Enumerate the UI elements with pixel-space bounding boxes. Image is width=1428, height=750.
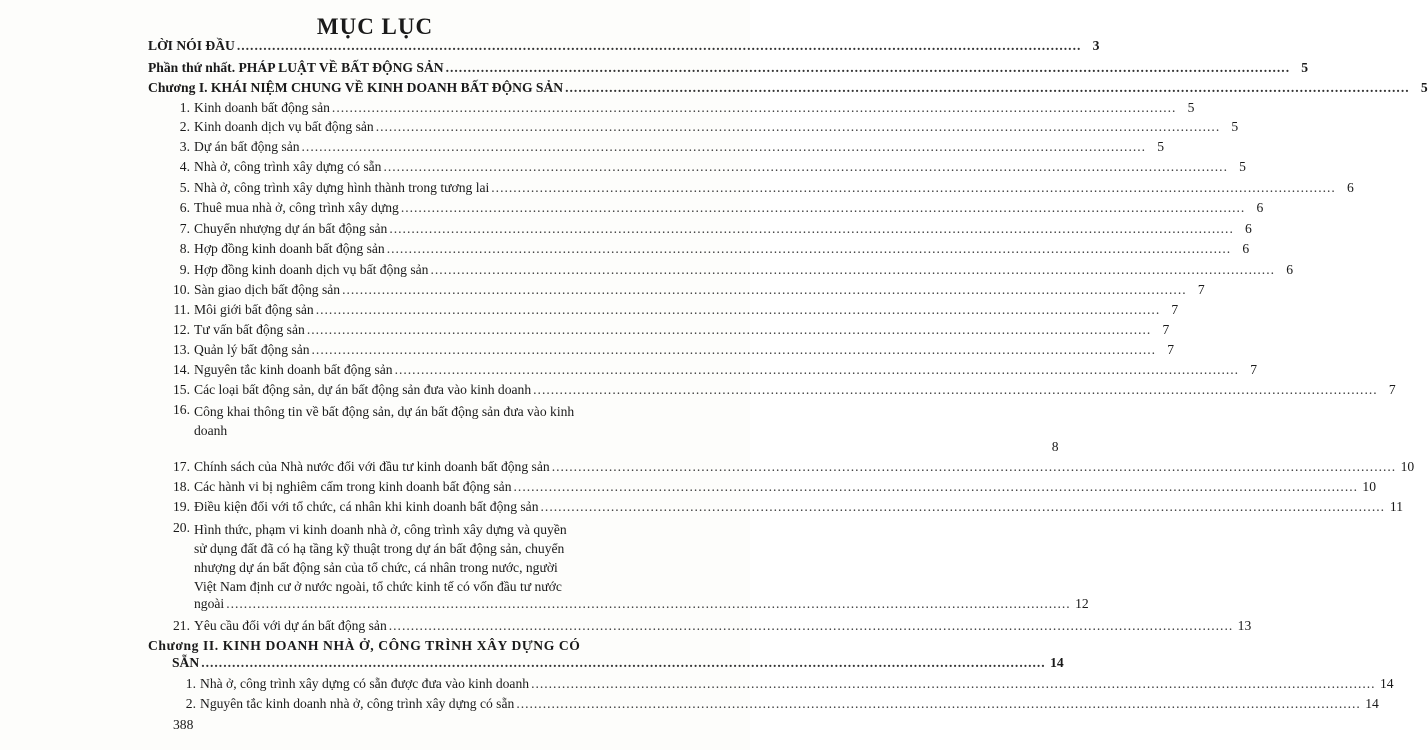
toc-entry-text-line-1: Hình thức, phạm vi kinh doanh nhà ở, công trình xây dựng và quyền <box>194 522 567 537</box>
toc-entry-1-3[interactable] <box>163 139 1165 155</box>
toc-entry-number: 11. <box>173 302 190 317</box>
toc-page-number: 11 <box>1389 499 1404 514</box>
toc-page-number: 5 <box>1187 100 1195 115</box>
toc-entry-text: Kinh doanh dịch vụ bất động sản <box>194 119 374 134</box>
toc-page-number: 3 <box>1092 38 1100 53</box>
toc-leader-dots <box>302 139 1147 155</box>
toc-leader-dots <box>226 596 1071 612</box>
toc-page-number: 6 <box>1242 241 1250 256</box>
toc-entry-text: Tư vấn bất động sản <box>194 322 305 337</box>
toc-page-number: 7 <box>1162 322 1170 337</box>
toc-entry-1-15[interactable] <box>163 382 1396 398</box>
toc-entry-number: 13. <box>173 342 190 357</box>
toc-entry-1-11[interactable] <box>163 302 1179 318</box>
toc-entry-number: 7. <box>179 221 190 236</box>
toc-entry-part-one[interactable] <box>148 60 1309 76</box>
toc-entry-1-2[interactable] <box>163 119 1239 135</box>
toc-entry-text: Các loại bất động sản, dự án bất động sản đưa vào kinh doanh <box>194 382 532 397</box>
toc-leader-dots <box>316 302 1161 318</box>
toc-entry-2-2[interactable] <box>180 696 1379 712</box>
toc-page-number: 7 <box>1167 342 1175 357</box>
toc-page-number: 5 <box>1301 60 1309 75</box>
toc-entry-number: 2. <box>185 696 196 711</box>
toc-entry-number: 5. <box>179 180 190 195</box>
toc-page-number: 7 <box>1197 282 1205 297</box>
toc-entry-1-6[interactable] <box>163 200 1264 216</box>
toc-leader-dots <box>342 282 1187 298</box>
toc-entry-last-line <box>194 596 1089 612</box>
toc-entry-text-continued: doanh <box>194 423 228 438</box>
toc-leader-dots <box>395 362 1240 378</box>
toc-entry-number: 6. <box>179 200 190 215</box>
toc-entry-1-12[interactable] <box>163 322 1170 338</box>
toc-leader-dots <box>446 60 1291 76</box>
toc-leader-dots <box>516 696 1361 712</box>
toc-page-number: 10 <box>1400 459 1415 474</box>
toc-page-number: 5 <box>1239 159 1246 174</box>
toc-page-number: 6 <box>1245 221 1252 236</box>
toc-entry-text: Nhà ở, công trình xây dựng có sẵn được đưa vào kinh doanh <box>200 676 530 691</box>
toc-entry-text-line-3: nhượng dự án bất động sản của tổ chức, cá nhân trong nước, người <box>194 560 558 575</box>
toc-page-number: 6 <box>1346 180 1354 195</box>
toc-entry-number: 19. <box>173 499 190 514</box>
toc-entry-1-1[interactable] <box>163 100 1195 116</box>
toc-entry-text: Điều kiện đối với tổ chức, cá nhân khi kinh doanh bất động sản <box>194 499 539 514</box>
toc-leader-dots <box>533 382 1378 398</box>
toc-entry-number: 16. <box>173 402 190 417</box>
toc-entry-number: 14. <box>173 362 190 377</box>
page-title: MỤC LỤC <box>316 14 434 39</box>
toc-leader-dots <box>389 618 1234 634</box>
toc-entry-text: Nhà ở, công trình xây dựng hình thành trong tương lai <box>194 180 490 195</box>
toc-entry-number: 1. <box>179 100 190 115</box>
toc-entry-number: 21. <box>173 618 190 633</box>
toc-entry-1-21[interactable] <box>163 618 1252 634</box>
toc-page-number: 6 <box>1286 262 1293 277</box>
toc-page-number: 5 <box>1231 119 1239 134</box>
toc-entry-text: Dự án bất động sản <box>194 139 300 154</box>
toc-entry-text: LỜI NÓI ĐẦU <box>148 38 235 53</box>
toc-entry-number: 1. <box>185 676 196 691</box>
toc-entry-text: Thuê mua nhà ở, công trình xây dựng <box>194 200 399 215</box>
toc-page-number: 5 <box>1420 80 1428 95</box>
toc-leader-dots <box>531 676 1376 692</box>
toc-entry-text: Nguyên tắc kinh doanh bất động sản <box>194 362 393 377</box>
page-number-footer: 388 <box>173 717 194 732</box>
toc-leader-dots <box>389 221 1234 237</box>
toc-page-number: 13 <box>1237 618 1252 633</box>
toc-leader-dots <box>312 342 1157 358</box>
toc-leader-dots <box>491 180 1336 196</box>
toc-entry-text: Chương I. KHÁI NIỆM CHUNG VỀ KINH DOANH BẤT ĐỘNG SẢN <box>148 80 564 95</box>
toc-entry-1-7[interactable] <box>163 221 1252 237</box>
toc-entry-number: 15. <box>173 382 190 397</box>
toc-leader-dots <box>541 499 1386 515</box>
toc-entry-text: Nhà ở, công trình xây dựng có sẵn <box>194 159 382 174</box>
toc-entry-number: 12. <box>173 322 190 337</box>
toc-entry-1-18[interactable] <box>163 479 1377 495</box>
toc-entry-1-19[interactable] <box>163 499 1404 515</box>
toc-entry-text-line-4: Việt Nam định cư ở nước ngoài, tổ chức kinh tế có vốn đầu tư nước <box>194 579 562 594</box>
toc-entry-text: Các hành vi bị nghiêm cấm trong kinh doanh bất động sản <box>194 479 512 494</box>
toc-entry-number: 17. <box>173 459 190 474</box>
toc-entry-text-line-5: ngoài <box>194 596 225 611</box>
toc-entry-1-13[interactable] <box>163 342 1175 358</box>
toc-entry-text: Công khai thông tin về bất động sản, dự án bất động sản đưa vào kinh <box>194 404 575 419</box>
toc-entry-text: Môi giới bất động sản <box>194 302 314 317</box>
toc-leader-dots <box>430 262 1275 278</box>
toc-entry-1-9[interactable] <box>163 262 1293 278</box>
toc-leader-dots <box>552 459 1397 475</box>
toc-entry-1-17[interactable] <box>163 459 1415 475</box>
toc-entry-text: Chương II. KINH DOANH NHÀ Ở, CÔNG TRÌNH XÂY DỰNG CÓ <box>148 638 581 653</box>
toc-leader-dots <box>307 322 1152 338</box>
toc-entry-number: 10. <box>173 282 190 297</box>
toc-entry-text: Hợp đồng kinh doanh dịch vụ bất động sản <box>194 262 429 277</box>
toc-page-number: 7 <box>1388 382 1396 397</box>
toc-entry-text: Nguyên tắc kinh doanh nhà ở, công trình xây dựng có sẵn <box>200 696 515 711</box>
toc-entry-1-5[interactable] <box>163 180 1354 196</box>
toc-page-number: 6 <box>1256 200 1264 215</box>
toc-leader-dots <box>332 100 1177 116</box>
toc-entry-text-continued: SẴN <box>172 655 200 670</box>
toc-page-number: 14 <box>1379 676 1394 691</box>
toc-entry-1-14[interactable] <box>163 362 1258 378</box>
toc-entry-preface[interactable] <box>148 38 1100 54</box>
toc-entry-2-1[interactable] <box>180 676 1394 692</box>
toc-entry-number: 18. <box>173 479 190 494</box>
toc-entry-text: Kinh doanh bất động sản <box>194 100 330 115</box>
toc-entry-text: Sàn giao dịch bất động sản <box>194 282 341 297</box>
toc-entry-last-line <box>172 655 1064 671</box>
toc-entry-1-8[interactable] <box>163 241 1250 257</box>
toc-page-number: 12 <box>1075 596 1089 611</box>
toc-entry-page-row <box>194 439 1059 455</box>
toc-leader-dots <box>387 241 1232 257</box>
toc-page-number: 14 <box>1365 696 1379 711</box>
toc-entry-number: 20. <box>173 520 190 535</box>
toc-leader-dots <box>201 655 1046 671</box>
toc-page-number: 10 <box>1362 479 1377 494</box>
toc-leader-dots <box>565 80 1410 96</box>
toc-entry-text: Hợp đồng kinh doanh bất động sản <box>194 241 385 256</box>
toc-entry-text: Yêu cầu đối với dự án bất động sản <box>194 618 387 633</box>
toc-page-number: 8 <box>1051 439 1059 454</box>
toc-entry-number: 2. <box>179 119 190 134</box>
toc-entry-number: 9. <box>179 262 190 277</box>
toc-leader-dots <box>401 200 1246 216</box>
toc-entry-text: Quản lý bất động sản <box>194 342 310 357</box>
toc-page-number: 7 <box>1171 302 1179 317</box>
toc-page-number: 7 <box>1250 362 1258 377</box>
toc-leader-dots <box>383 159 1228 175</box>
toc-leader-dots <box>376 119 1221 135</box>
toc-entry-number: 4. <box>179 159 190 174</box>
toc-entry-text-line-2: sử dụng đất đã có hạ tầng kỹ thuật trong dự án bất động sản, chuyển <box>194 541 565 556</box>
toc-entry-1-4[interactable] <box>163 159 1246 175</box>
toc-entry-text: Phần thứ nhất. PHÁP LUẬT VỀ BẤT ĐỘNG SẢN <box>148 60 444 75</box>
toc-entry-1-10[interactable] <box>163 282 1205 298</box>
toc-leader-dots <box>514 479 1359 495</box>
toc-entry-number: 3. <box>179 139 190 154</box>
toc-entry-text: Chuyển nhượng dự án bất động sản <box>194 221 388 236</box>
toc-page-number: 5 <box>1157 139 1165 154</box>
toc-entry-chapter-1[interactable] <box>148 80 1428 96</box>
toc-page-number: 14 <box>1050 655 1064 670</box>
toc-leader-dots <box>237 38 1082 54</box>
toc-entry-number: 8. <box>179 241 190 256</box>
toc-entry-text: Chính sách của Nhà nước đối với đầu tư kinh doanh bất động sản <box>194 459 550 474</box>
